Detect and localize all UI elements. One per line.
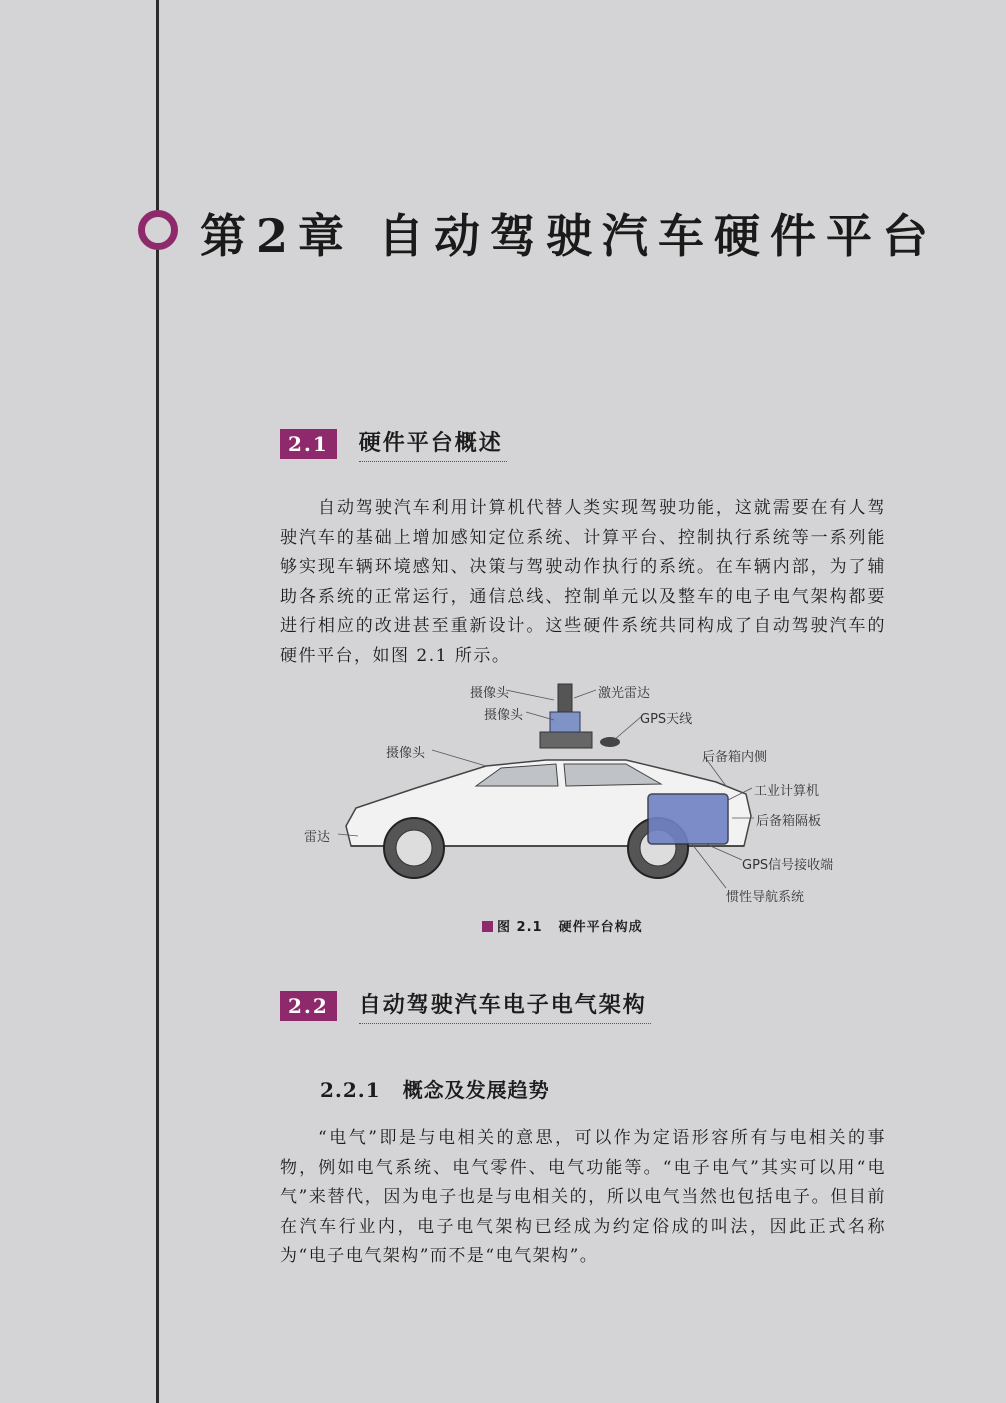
subsection-number: 2.2.1 bbox=[320, 1078, 381, 1102]
caption-marker-icon bbox=[482, 921, 493, 932]
chapter-title bbox=[200, 200, 939, 266]
section-heading-2-1 bbox=[280, 428, 507, 460]
label-gps-antenna: GPS天线 bbox=[640, 712, 693, 727]
label-industrial-pc: 工业计算机 bbox=[754, 784, 820, 799]
label-camera-top1: 摄像头 bbox=[470, 686, 510, 701]
chapter-bullet-icon bbox=[138, 210, 178, 250]
paragraph-concept: “电气”即是与电相关的意思，可以作为定语形容所有与电相关的事物，例如电气系统、电气零件、电气功能等。“电子电气”其实可以用“电气”来替代，因为电子也是与电相关的，所以电气当然也包括电子。但目前在汽车行业内，电子电气架构已经成为约定俗成的叫法，因此正式名称为“电子电气架构”而不是“电气架构”。 bbox=[280, 1128, 886, 1266]
subsection-heading bbox=[320, 1074, 550, 1103]
label-camera-front: 摄像头 bbox=[386, 746, 426, 761]
label-trunk-inside: 后备箱内侧 bbox=[702, 750, 768, 765]
section-number: 2.2 bbox=[280, 991, 337, 1021]
chapter-name: 自动驾驶汽车硬件平台 bbox=[378, 209, 939, 263]
section-title: 硬件平台概述 bbox=[359, 426, 507, 462]
label-gps-receiver: GPS信号接收端 bbox=[742, 858, 834, 873]
figure-hardware-platform bbox=[296, 676, 866, 906]
caption-title: 硬件平台构成 bbox=[558, 920, 643, 935]
section-title: 自动驾驶汽车电子电气架构 bbox=[359, 988, 651, 1024]
label-trunk-partition: 后备箱隔板 bbox=[756, 814, 822, 829]
label-radar: 雷达 bbox=[304, 830, 331, 845]
section-heading-2-2 bbox=[280, 990, 651, 1022]
chapter-number: 第2章 bbox=[200, 209, 355, 263]
paragraph-overview: 自动驾驶汽车利用计算机代替人类实现驾驶功能，这就需要在有人驾驶汽车的基础上增加感知定位系统、计算平台、控制执行系统等一系列能够实现车辆环境感知、决策与驾驶动作执行的系统。在车辆内部，为了辅助各系统的正常运行，通信总线、控制单元以及整车的电子电气架构都要进行相应的改进甚至重新设计。这些硬件系统共同构成了自动驾驶汽车的硬件平台，如图 2.1 所示。 bbox=[280, 498, 886, 666]
caption-number: 图 2.1 bbox=[497, 920, 543, 935]
subsection-title: 概念及发展趋势 bbox=[402, 1078, 550, 1102]
label-lidar: 激光雷达 bbox=[598, 686, 651, 701]
section-number: 2.1 bbox=[280, 429, 337, 459]
label-camera-top2: 摄像头 bbox=[484, 708, 524, 723]
label-ins: 惯性导航系统 bbox=[726, 890, 805, 905]
figure-caption bbox=[482, 916, 643, 935]
